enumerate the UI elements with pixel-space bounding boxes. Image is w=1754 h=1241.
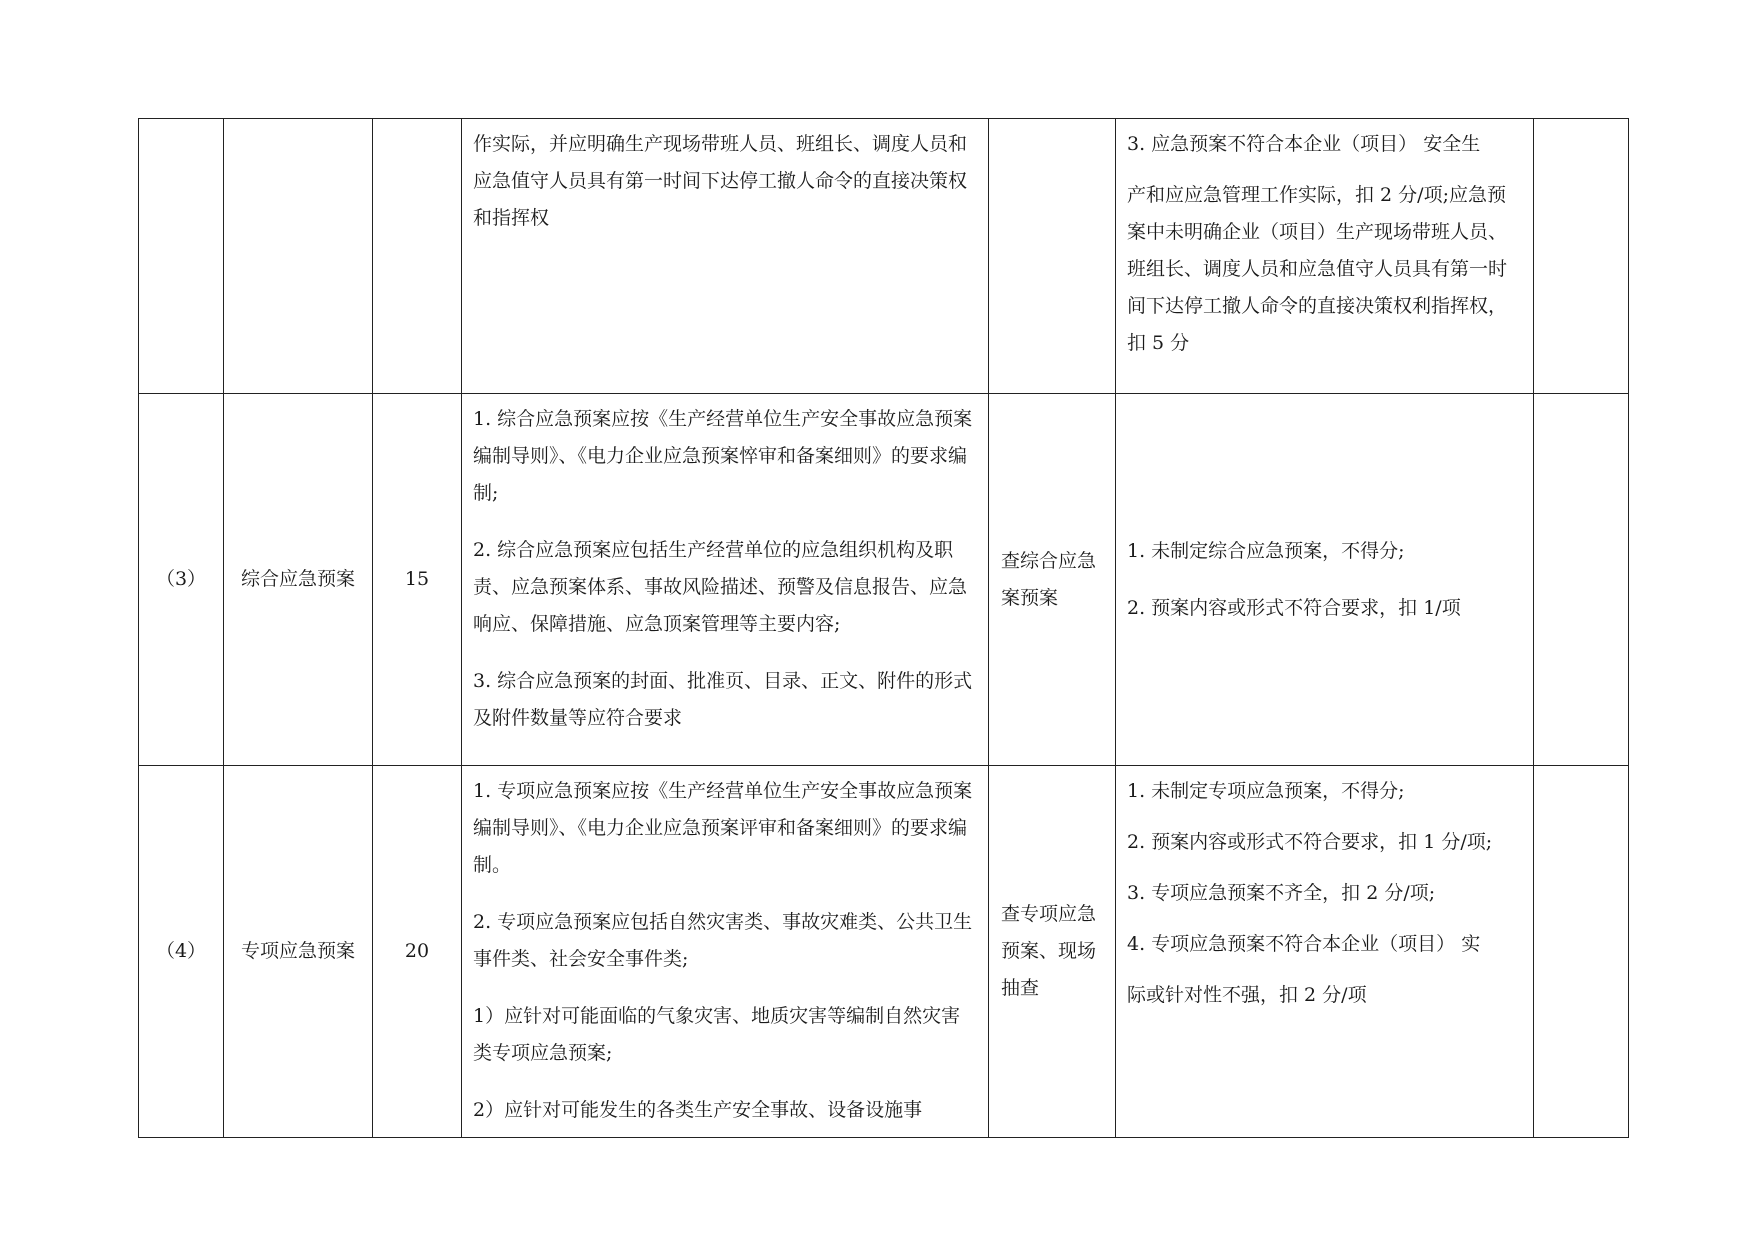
deduction-text: 产和应应急管理工作实际，扣 2 分/项;应急预案中未明确企业（项目）生产现场带班人员、班组长、调度人员和应急值守人员具有第一时间下达停工撤人命令的直接决策权利指挥权，扣 5 分 bbox=[1127, 184, 1508, 354]
standard-cell bbox=[462, 119, 989, 394]
deduction-text: 4. 专项应急预案不符合本企业（项目） 实 bbox=[1127, 933, 1481, 955]
standard-text: 1. 专项应急预案应按《生产经营单位生产安全事故应急预案编制导则》、《电力企业应急预案评审和备案细则》的要求编制。 bbox=[473, 780, 973, 876]
item-name-cell bbox=[224, 119, 373, 394]
item-name-cell: 专项应急预案 bbox=[224, 766, 373, 1138]
method-cell: 查专项应急预案、现场抽查 bbox=[989, 766, 1116, 1138]
deduction-cell bbox=[1116, 119, 1534, 394]
score-cell: 20 bbox=[373, 766, 462, 1138]
assessment-table bbox=[138, 118, 1629, 1138]
item-number-cell: （4） bbox=[139, 766, 224, 1138]
item-name-cell: 综合应急预案 bbox=[224, 394, 373, 766]
deduction-text: 3. 专项应急预案不齐全，扣 2 分/项; bbox=[1127, 882, 1436, 904]
deduction-text: 3. 应急预案不符合本企业（项目） 安全生 bbox=[1127, 133, 1481, 155]
standard-text: 1）应针对可能面临的气象灾害、地质灾害等编制自然灾害类专项应急预案; bbox=[473, 1005, 961, 1064]
deduction-cell bbox=[1116, 766, 1534, 1138]
standard-cell bbox=[462, 766, 989, 1138]
table-row bbox=[139, 394, 1629, 766]
table-row bbox=[139, 766, 1629, 1138]
remark-cell bbox=[1534, 119, 1629, 394]
standard-text: 2. 专项应急预案应包括自然灾害类、事故灾难类、公共卫生事件类、社会安全事件类; bbox=[473, 911, 973, 970]
method-cell: 查综合应急案预案 bbox=[989, 394, 1116, 766]
item-number-cell: （3） bbox=[139, 394, 224, 766]
standard-text: 3. 综合应急预案的封面、批准页、目录、正文、附件的形式及附件数量等应符合要求 bbox=[473, 670, 973, 729]
deduction-text: 1. 未制定综合应急预案，不得分; bbox=[1127, 539, 1405, 562]
standard-text: 作实际，并应明确生产现场带班人员、班组长、调度人员和应急值守人员具有第一时间下达停工撤人命令的直接决策权和指挥权 bbox=[473, 133, 968, 229]
standard-text: 2）应针对可能发生的各类生产安全事故、设备设施事 bbox=[473, 1099, 923, 1121]
standard-text: 2. 综合应急预案应包括生产经营单位的应急组织机构及职责、应急预案体系、事故风险描述、预警及信息报告、应急响应、保障措施、应急顶案管理等主要内容; bbox=[473, 539, 968, 635]
deduction-text: 际或针对性不强，扣 2 分/项 bbox=[1127, 984, 1367, 1006]
score-cell bbox=[373, 119, 462, 394]
deduction-text: 2. 预案内容或形式不符合要求，扣 1/项 bbox=[1127, 596, 1461, 619]
standard-text: 1. 综合应急预案应按《生产经营单位生产安全事故应急预案编制导则》、《电力企业应急预案悴审和备案细则》的要求编制; bbox=[473, 408, 973, 504]
table-row bbox=[139, 119, 1629, 394]
remark-cell bbox=[1534, 394, 1629, 766]
deduction-text: 2. 预案内容或形式不符合要求，扣 1 分/项; bbox=[1127, 831, 1493, 853]
standard-cell bbox=[462, 394, 989, 766]
item-number-cell bbox=[139, 119, 224, 394]
remark-cell bbox=[1534, 766, 1629, 1138]
deduction-text: 1. 未制定专项应急预案，不得分; bbox=[1127, 780, 1405, 802]
deduction-cell bbox=[1116, 394, 1534, 766]
method-cell bbox=[989, 119, 1116, 394]
score-cell: 15 bbox=[373, 394, 462, 766]
